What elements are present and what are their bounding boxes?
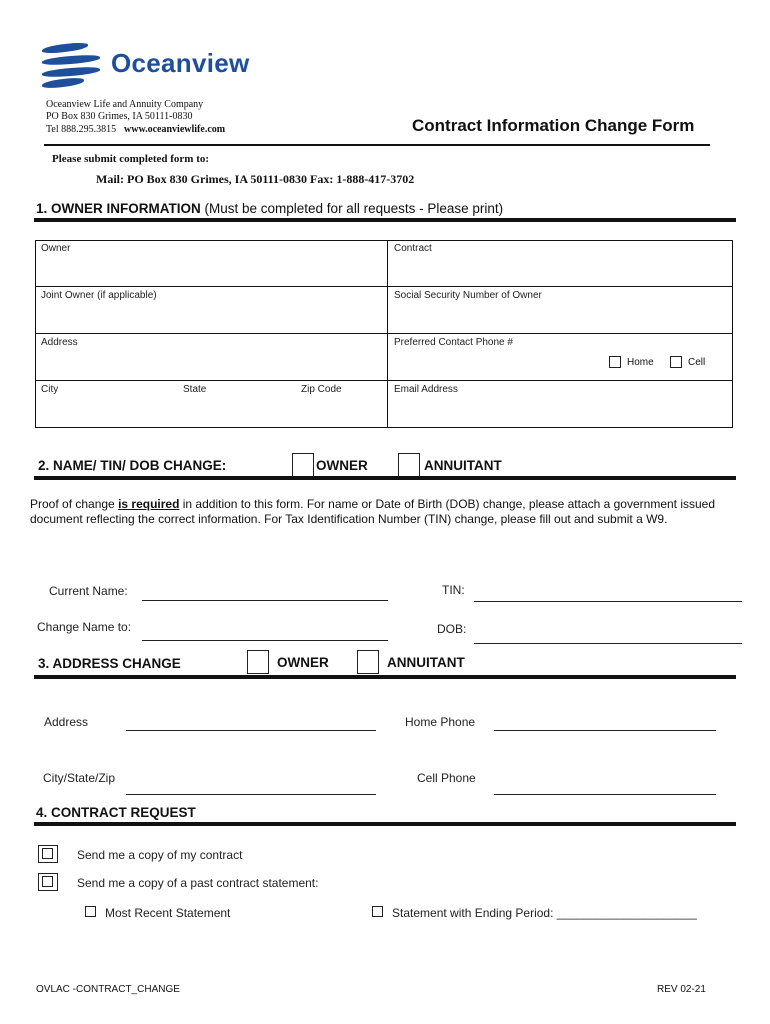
company-website: www.oceanviewlife.com <box>124 124 226 135</box>
contract-cell[interactable] <box>388 240 733 287</box>
joint-owner-label: Joint Owner (if applicable) <box>41 290 157 301</box>
phone-label: Preferred Contact Phone # <box>394 337 513 348</box>
address-label: Address <box>41 337 78 348</box>
joint-owner-cell[interactable] <box>35 287 388 334</box>
change-name-field[interactable] <box>142 640 388 641</box>
logo-wave-icon <box>42 66 100 78</box>
home-phone-label: Home Phone <box>405 715 476 729</box>
city-state-zip-cell[interactable] <box>35 381 388 428</box>
form-code: OVLAC -CONTRACT_CHANGE <box>36 984 180 995</box>
ssn-cell[interactable] <box>388 287 733 334</box>
checkbox-box-icon <box>42 848 53 859</box>
city-state-zip-label: City/State/Zip <box>43 771 116 785</box>
logo-text: Oceanview <box>111 48 250 78</box>
cell-checkbox[interactable] <box>670 356 682 368</box>
owner-cell[interactable] <box>35 240 388 287</box>
company-tel: Tel 888.295.3815 <box>46 124 117 135</box>
dob-field[interactable] <box>474 643 742 644</box>
cell-label: Cell <box>688 357 706 368</box>
company-name: Oceanview Life and Annuity Company <box>46 99 204 110</box>
email-label: Email Address <box>394 384 458 395</box>
section3-title: 3. ADDRESS CHANGE <box>38 656 181 671</box>
home-label: Home <box>627 357 654 368</box>
address-change-owner-checkbox[interactable] <box>247 650 269 674</box>
section1-rule <box>34 218 736 222</box>
name-change-owner-label: OWNER <box>316 458 368 473</box>
address-cell[interactable] <box>35 334 388 381</box>
copy-contract-label: Send me a copy of my contract <box>77 848 243 862</box>
company-address: PO Box 830 Grimes, IA 50111-0830 <box>46 111 193 122</box>
change-name-label: Change Name to: <box>37 620 132 634</box>
city-state-zip-field[interactable] <box>126 794 376 795</box>
address-change-owner-label: OWNER <box>277 655 329 670</box>
section4-title: 4. CONTRACT REQUEST <box>36 805 196 820</box>
new-address-label: Address <box>44 715 89 729</box>
state-label: State <box>183 384 207 395</box>
submit-label: Please submit completed form to: <box>52 153 210 165</box>
home-phone-field[interactable] <box>494 730 716 731</box>
proof-required: is required <box>118 497 180 511</box>
name-change-annuitant-checkbox[interactable] <box>398 453 420 477</box>
most-recent-label: Most Recent Statement <box>105 906 231 920</box>
ending-period-label: Statement with Ending Period: _____________________ <box>392 906 697 920</box>
checkbox-box-icon <box>42 876 53 887</box>
home-checkbox[interactable] <box>609 356 621 368</box>
most-recent-checkbox[interactable] <box>85 906 96 917</box>
proof-paragraph <box>30 497 730 527</box>
proof-rest: in addition to this form. For name or Date of Birth (DOB) change, please attach a government issued document reflecting the correct information. For Tax Identification Number (TIN) change, please fill out and submit a W9. <box>30 497 716 526</box>
section2-rule <box>34 476 736 480</box>
copy-statement-label: Send me a copy of a past contract statement: <box>77 876 319 890</box>
mail-fax-line: Mail: PO Box 830 Grimes, IA 50111-0830 Fax: 1-888-417-3702 <box>96 172 415 186</box>
name-change-annuitant-label: ANNUITANT <box>424 458 502 473</box>
city-label: City <box>41 384 59 395</box>
form-title: Contract Information Change Form <box>412 116 695 135</box>
dob-label: DOB: <box>437 622 467 636</box>
tin-label: TIN: <box>442 583 465 597</box>
contract-label: Contract <box>394 243 432 254</box>
section1-title <box>36 201 503 216</box>
tin-field[interactable] <box>474 601 742 602</box>
section1-title-note: (Must be completed for all requests - Please print) <box>200 201 504 216</box>
cell-phone-label: Cell Phone <box>417 771 476 785</box>
email-cell[interactable] <box>388 381 733 428</box>
address-change-annuitant-checkbox[interactable] <box>357 650 379 674</box>
owner-label: Owner <box>41 243 71 254</box>
logo-wave-icon <box>42 77 84 89</box>
proof-prefix: Proof of change <box>30 497 119 511</box>
revision: REV 02-21 <box>657 984 706 995</box>
section4-rule <box>34 822 736 826</box>
section3-rule <box>34 675 736 679</box>
logo-wave-icon <box>42 42 88 55</box>
new-address-field[interactable] <box>126 730 376 731</box>
address-change-annuitant-label: ANNUITANT <box>387 655 465 670</box>
copy-statement-checkbox[interactable] <box>38 873 58 891</box>
ssn-label: Social Security Number of Owner <box>394 290 542 301</box>
current-name-label: Current Name: <box>49 584 128 598</box>
name-change-owner-checkbox[interactable] <box>292 453 314 477</box>
header-divider <box>44 144 710 146</box>
current-name-field[interactable] <box>142 600 388 601</box>
copy-contract-checkbox[interactable] <box>38 845 58 863</box>
cell-phone-field[interactable] <box>494 794 716 795</box>
section2-title: 2. NAME/ TIN/ DOB CHANGE: <box>38 458 227 473</box>
section1-title-bold: 1. OWNER INFORMATION <box>36 201 201 216</box>
zip-label: Zip Code <box>301 384 342 395</box>
ending-period-checkbox[interactable] <box>372 906 383 917</box>
logo-wave-icon <box>42 54 100 66</box>
